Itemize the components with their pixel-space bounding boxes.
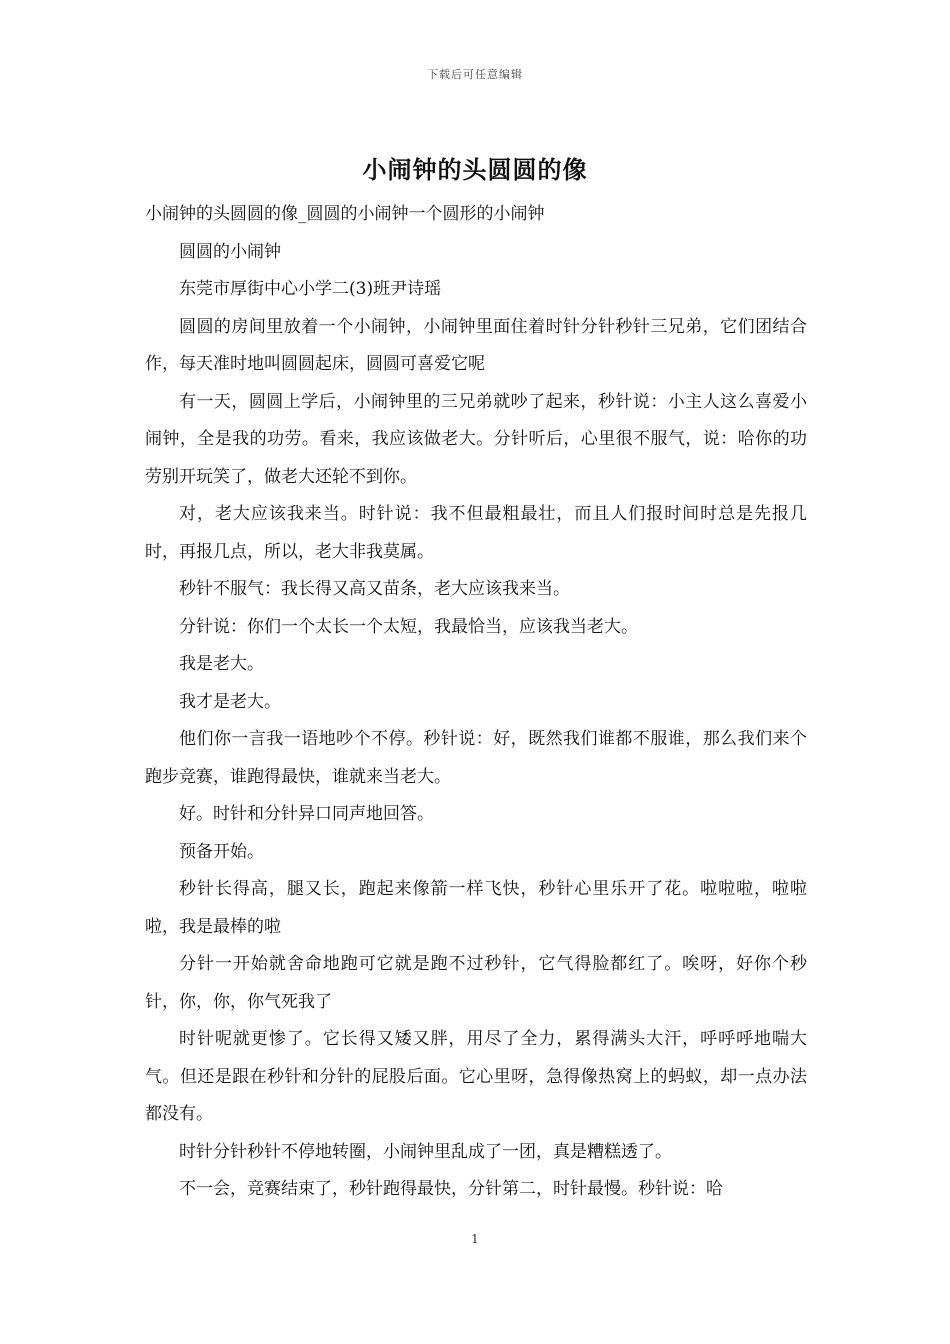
paragraph: 分针一开始就舍命地跑可它就是跑不过秒针，它气得脸都红了。唉呀，好你个秒针，你，你，你气死我了 [145,954,807,1012]
paragraph: 圆圆的小闹钟 [179,241,281,262]
paragraph: 时针呢就更惨了。它长得又矮又胖，用尽了全力，累得满头大汗，呼呼呼地喘大气。但还是跟在秒针和分针的屁股后面。它心里呀，急得像热窝上的蚂蚁，却一点办法都没有。 [145,1029,807,1124]
document-body [145,196,807,1209]
paragraph-subtitle: 小闹钟的头圆圆的像_圆圆的小闹钟一个圆形的小闹钟 [145,204,545,224]
paragraph: 秒针长得高，腿又长，跑起来像箭一样飞快，秒针心里乐开了花。啦啦啦，啦啦啦，我是最棒的啦 [145,879,807,937]
paragraph: 时针分针秒针不停地转圈，小闹钟里乱成了一团，真是糟糕透了。 [179,1141,672,1162]
paragraph: 秒针不服气：我长得又高又苗条，老大应该我来当。 [179,579,570,599]
paragraph: 对，老大应该我来当。时针说：我不但最粗最壮，而且人们报时间时总是先报几时，再报几点，所以，老大非我莫属。 [145,504,807,562]
paragraph: 我是老大。 [179,654,264,674]
page-header-note: 下载后可任意编辑 [427,68,523,81]
paragraph: 圆圆的房间里放着一个小闹钟，小闹钟里面住着时针分针秒针三兄弟，它们团结合作，每天准时地叫圆圆起床，圆圆可喜爱它呢 [145,316,807,374]
paragraph: 有一天，圆圆上学后，小闹钟里的三兄弟就吵了起来，秒针说：小主人这么喜爱小闹钟，全是我的功劳。看来，我应该做老大。分针听后，心里很不服气，说：哈你的功劳别开玩笑了，做老大还轮不到你。 [145,391,807,487]
paragraph: 好。时针和分针异口同声地回答。 [179,804,434,824]
page-number: 1 [471,1232,479,1246]
paragraph: 分针说：你们一个太长一个太短，我最恰当，应该我当老大。 [179,616,638,637]
paragraph: 他们你一言我一语地吵个不停。秒针说：好，既然我们谁都不服谁，那么我们来个跑步竞赛，谁跑得最快，谁就来当老大。 [145,729,807,787]
paragraph: 预备开始。 [179,841,264,862]
paragraph: 不一会，竞赛结束了，秒针跑得最快，分针第二，时针最慢。秒针说：哈 [179,1179,723,1199]
paragraph: 我才是老大。 [179,691,281,712]
paragraph: 东莞市厚街中心小学二(3)班尹诗瑶 [179,279,442,299]
document-title: 小闹钟的头圆圆的像 [362,155,588,184]
